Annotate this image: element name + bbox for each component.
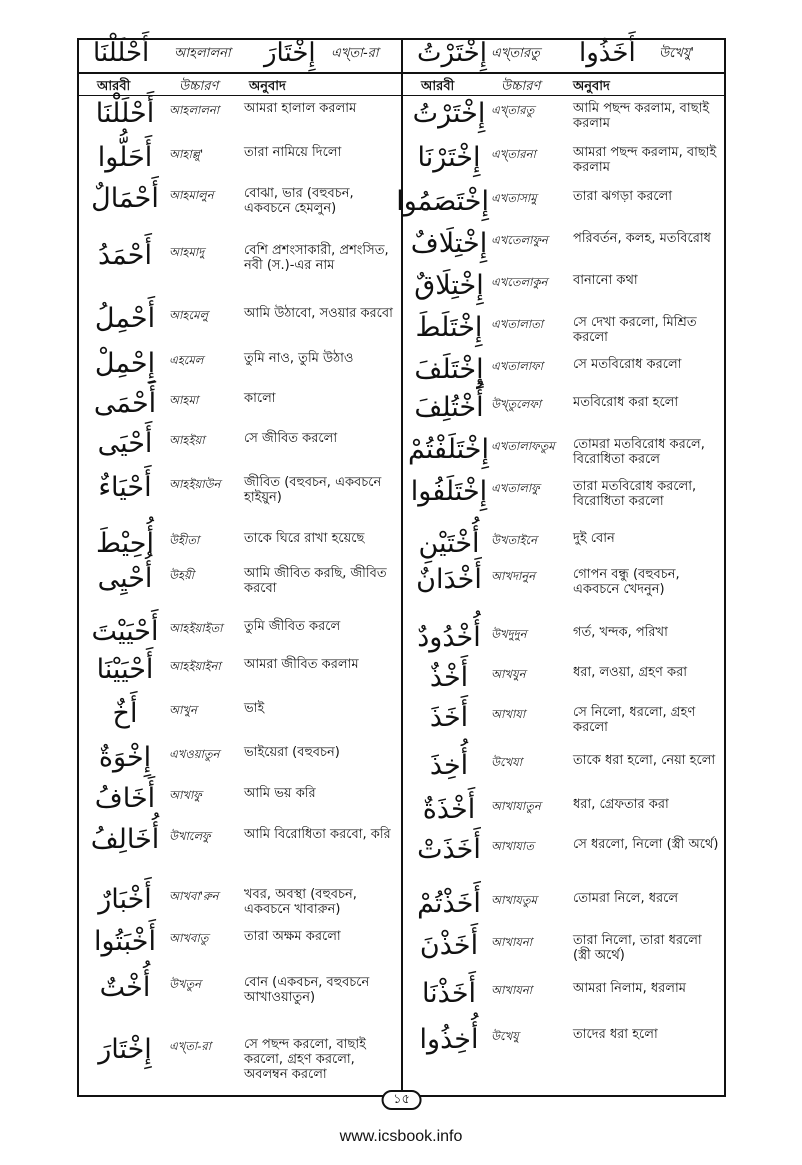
entry-meaning: বানানো কথা xyxy=(573,273,638,288)
entry-pronunciation: আখবাতু xyxy=(169,931,209,945)
entry-arabic: أُحْيِى xyxy=(97,563,153,594)
entry-pronunciation: এখ্তা-রা xyxy=(169,1039,212,1053)
entry-pronunciation: এখতালাফু xyxy=(491,481,540,495)
entry-arabic: إِحْمِلْ xyxy=(94,348,156,379)
entry-pronunciation: উখ্তুলেফা xyxy=(491,397,542,411)
entry-meaning: আমরা জীবিত করলাম xyxy=(244,657,359,672)
entry-pronunciation: আহইয়াউন xyxy=(169,477,221,491)
entry-arabic: أَحْمَدُ xyxy=(98,240,152,271)
entry-meaning: সে ধরলো, নিলো (স্ত্রী অর্থে) xyxy=(573,837,719,852)
entry-pronunciation: আখুন xyxy=(169,703,197,717)
entry-meaning: সে জীবিত করলো xyxy=(244,431,338,446)
entry-pronunciation: এখতেলাফুন xyxy=(491,233,548,247)
entry-arabic: أَحْيَاءٌ xyxy=(98,472,152,503)
entry-arabic: أَحْمَى xyxy=(93,388,157,419)
entry-meaning: সে মতবিরোধ করলো xyxy=(573,357,682,372)
entry-meaning: তুমি নাও, তুমি উঠাও xyxy=(244,351,354,366)
entry-arabic: أُخَالِفُ xyxy=(90,824,160,855)
entry-meaning: আমি বিরোধিতা করবো, করি xyxy=(244,827,391,842)
entry-meaning: তোমরা মতবিরোধ করলে, বিরোধিতা করলে xyxy=(573,437,705,467)
entry-arabic: أَخْبَارٌ xyxy=(98,884,152,915)
entry-pronunciation: উখেযু xyxy=(491,1029,519,1043)
entry-arabic: أَحْمَالٌ xyxy=(91,183,159,214)
entry-pronunciation: এখ্তারনা xyxy=(491,147,536,161)
entry-meaning: আমরা পছন্দ করলাম, বাছাই করলাম xyxy=(573,145,717,175)
entry-meaning: বোঝা, ভার (বহুবচন, একবচনে হেমলুন) xyxy=(244,186,354,216)
entry-arabic: إِخْتَلَفُوا xyxy=(410,476,488,507)
entry-meaning: গর্ত, খন্দক, পরিখা xyxy=(573,625,668,640)
entry-meaning: ধরা, লওয়া, গ্রহণ করা xyxy=(573,665,687,680)
entry-arabic: أُخْدُودٌ xyxy=(417,622,481,653)
entry-pronunciation: আহাল্লু' xyxy=(169,147,204,161)
entry-pronunciation: এখতালাতা xyxy=(491,317,544,331)
top-left-arabic-1: أَحْلَلْنَا xyxy=(93,38,150,68)
entry-pronunciation: আখযুন xyxy=(491,667,526,681)
entry-meaning: সে পছন্দ করলো, বাছাই করলো, গ্রহণ করলো, অবলম্বন করলো xyxy=(244,1037,366,1082)
entry-arabic: إِخْتِلَافٌ xyxy=(410,228,488,259)
entry-meaning: তারা অক্ষম করলো xyxy=(244,929,341,944)
entry-meaning: তাদের ধরা হলো xyxy=(573,1027,658,1042)
entry-pronunciation: আহইয়াইনা xyxy=(169,659,221,673)
entry-meaning: আমরা নিলাম, ধরলাম xyxy=(573,981,686,996)
entry-pronunciation: আখাযতুম xyxy=(491,893,537,907)
entry-arabic: أَخْذَةٌ xyxy=(422,794,476,825)
entry-meaning: কালো xyxy=(244,391,276,406)
entry-pronunciation: আহমাদু xyxy=(169,245,205,259)
top-right-trans-2: উখেযু' xyxy=(659,46,694,61)
entry-meaning: আমি জীবিত করছি, জীবিত করবো xyxy=(244,566,387,596)
entry-pronunciation: উখতাইনে xyxy=(491,533,537,547)
entry-pronunciation: আখাযা xyxy=(491,707,526,721)
entry-pronunciation: এখওয়াতুন xyxy=(169,747,220,761)
entry-arabic: أَخٌ xyxy=(112,698,138,729)
dictionary-page xyxy=(77,38,726,1107)
top-right-trans-1: এখ্‌তারতু xyxy=(491,46,540,61)
entry-meaning: ভাইয়েরা (বহুবচন) xyxy=(244,745,340,760)
entry-pronunciation: এখতেলাকুন xyxy=(491,275,548,289)
entry-pronunciation: এখতাসামু xyxy=(491,191,537,205)
entry-meaning: আমি উঠাবো, সওয়ার করবো xyxy=(244,306,393,321)
entry-arabic: أَحْيَيْنَا xyxy=(96,654,154,685)
entry-meaning: আমি ভয় করি xyxy=(244,786,316,801)
entry-meaning: তুমি জীবিত করলে xyxy=(244,619,341,634)
header-meaning-left: অনুবাদ xyxy=(249,79,286,94)
entry-arabic: إِخْتَلَفَ xyxy=(414,354,484,385)
entry-arabic: أَخَذَ xyxy=(429,702,469,733)
entry-arabic: أُحِيْطَ xyxy=(96,528,154,559)
entry-arabic: أُخِذَ xyxy=(429,750,469,781)
top-bar xyxy=(79,40,724,74)
entry-pronunciation: আখদানুন xyxy=(491,569,536,583)
entry-pronunciation: আখবা'রুন xyxy=(169,889,219,903)
entry-pronunciation: আহইয়া xyxy=(169,433,205,447)
entry-arabic: أُخْتَيْنِ xyxy=(418,528,480,559)
entry-pronunciation: আহমা xyxy=(169,393,199,407)
entry-pronunciation: উখদুদুন xyxy=(491,627,527,641)
top-right-arabic-2: أَخَذُوا xyxy=(579,38,636,68)
entry-arabic: أُخْتُلِفَ xyxy=(414,392,484,423)
entry-arabic: أَخَذْنَ xyxy=(419,930,479,961)
header-arabic-right: আরবী xyxy=(421,79,455,94)
entry-arabic: إِخْتَلَطَ xyxy=(415,312,483,343)
header-meaning-right: অনুবাদ xyxy=(573,79,610,94)
entry-meaning: ধরা, গ্রেফতার করা xyxy=(573,797,669,812)
entry-arabic: أَحْمِلُ xyxy=(94,303,156,334)
entry-arabic: أَحْيَيْتَ xyxy=(91,616,159,647)
entry-arabic: إِخْتَلَفْتُمْ xyxy=(407,434,489,465)
entry-arabic: أَخَذْتُمْ xyxy=(417,888,481,919)
entry-pronunciation: উখেযা xyxy=(491,755,523,769)
footer-url: www.icsbook.info xyxy=(339,1128,463,1145)
entry-meaning: সে দেখা করলো, মিশ্রিত করলো xyxy=(573,315,697,345)
page-number: ১৫ xyxy=(381,1090,422,1110)
entry-pronunciation: এহমেল xyxy=(169,353,204,367)
entry-pronunciation: আখাযাত xyxy=(491,839,534,853)
entry-arabic: إِخْوَةٌ xyxy=(98,742,152,773)
entry-arabic: أَخْدَانٌ xyxy=(416,564,482,595)
entry-pronunciation: আহমালুন xyxy=(169,188,214,202)
entry-arabic: أَخَافُ xyxy=(94,783,156,814)
entry-pronunciation: আহইয়াইতা xyxy=(169,621,223,635)
entry-arabic: أَخَذْنَا xyxy=(421,978,477,1009)
entry-meaning: জীবিত (বহুবচন, একবচনে হাইয়ুন) xyxy=(244,475,382,505)
entry-meaning: তাকে ঘিরে রাখা হয়েছে xyxy=(244,531,365,546)
entry-meaning: দুই বোন xyxy=(573,531,615,546)
entry-meaning: আমি পছন্দ করলাম, বাছাই করলাম xyxy=(573,101,710,131)
entry-meaning: তারা ঝগড়া করলো xyxy=(573,189,673,204)
entry-arabic: إِخْتِلَاقٌ xyxy=(414,270,484,301)
entry-meaning: ভাই xyxy=(244,701,265,716)
entry-arabic: أَخْبَتُوا xyxy=(94,926,156,957)
entry-arabic: إِخْتَرْتُ xyxy=(412,98,486,129)
entry-arabic: أُخْتٌ xyxy=(99,972,151,1003)
entry-pronunciation: উখালেফু xyxy=(169,829,211,843)
entry-pronunciation: এখতালাফা xyxy=(491,359,543,373)
entry-meaning: বেশি প্রশংসাকারী, প্রশংসিত, নবী (স.)-এর নাম xyxy=(244,243,389,273)
entry-pronunciation: এখ্তারতু xyxy=(491,103,535,117)
top-left-trans-2: এখ্তা-রা xyxy=(331,46,379,61)
entry-meaning: খবর, অবস্থা (বহুবচন, একবচনে খাবারুন) xyxy=(244,887,357,917)
entry-pronunciation: আহলালনা xyxy=(169,103,220,117)
header-pron-right: উচ্চারণ xyxy=(501,79,541,94)
entry-meaning: তারা মতবিরোধ করলো, বিরোধিতা করলো xyxy=(573,479,697,509)
entry-arabic: إِخْتَرْنَا xyxy=(417,142,481,173)
entry-meaning: তাকে ধরা হলো, নেয়া হলো xyxy=(573,753,716,768)
entry-meaning: বোন (একবচন, বহুবচনে আখাওয়াতুন) xyxy=(244,975,370,1005)
entry-pronunciation: উখতুন xyxy=(169,977,202,991)
entry-meaning: গোপন বন্ধু (বহুবচন, একবচনে খেদনুন) xyxy=(573,567,680,597)
top-left-trans-1: আহলালনা xyxy=(174,46,231,61)
entry-arabic: إِخْتَارَ xyxy=(98,1034,152,1065)
entry-arabic: أَحْلَلْنَا xyxy=(95,98,155,129)
entry-pronunciation: আহমেলু xyxy=(169,308,209,322)
entry-arabic: أَحَلُّوا xyxy=(97,142,153,173)
top-right-arabic-1: إِخْتَرْتُ xyxy=(417,38,487,68)
entry-arabic: إِخْتَصَمُوا xyxy=(396,186,489,217)
entry-meaning: সে নিলো, ধরলো, গ্রহণ করলো xyxy=(573,705,696,735)
entry-arabic: أَحْيَى xyxy=(97,428,153,459)
entry-meaning: মতবিরোধ করা হলো xyxy=(573,395,679,410)
entry-meaning: তারা নামিয়ে দিলো xyxy=(244,145,342,160)
entry-pronunciation: আখাযনা xyxy=(491,983,533,997)
column-header-row xyxy=(79,74,724,96)
entry-arabic: أَخَذَتْ xyxy=(417,834,481,865)
entry-meaning: তারা নিলো, তারা ধরলো (স্ত্রী অর্থে) xyxy=(573,933,702,963)
entry-pronunciation: আখাফু xyxy=(169,788,202,802)
header-arabic-left: আরবী xyxy=(97,79,131,94)
top-left-arabic-2: إِخْتَارَ xyxy=(264,38,316,68)
header-pron-left: উচ্চারণ xyxy=(179,79,219,94)
entry-pronunciation: আখাযাতুন xyxy=(491,799,541,813)
entry-pronunciation: এখতালাফতুম xyxy=(491,439,555,453)
entry-pronunciation: উহয়ী xyxy=(169,568,195,582)
entry-meaning: আমরা হালাল করলাম xyxy=(244,101,357,116)
entry-arabic: أَخْذٌ xyxy=(429,662,469,693)
entry-arabic: أُخِذُوا xyxy=(419,1024,479,1055)
entry-pronunciation: উহীতা xyxy=(169,533,200,547)
entry-meaning: পরিবর্তন, কলহ, মতবিরোধ xyxy=(573,231,711,246)
entry-pronunciation: আখাযনা xyxy=(491,935,533,949)
entry-meaning: তোমরা নিলে, ধরলে xyxy=(573,891,679,906)
